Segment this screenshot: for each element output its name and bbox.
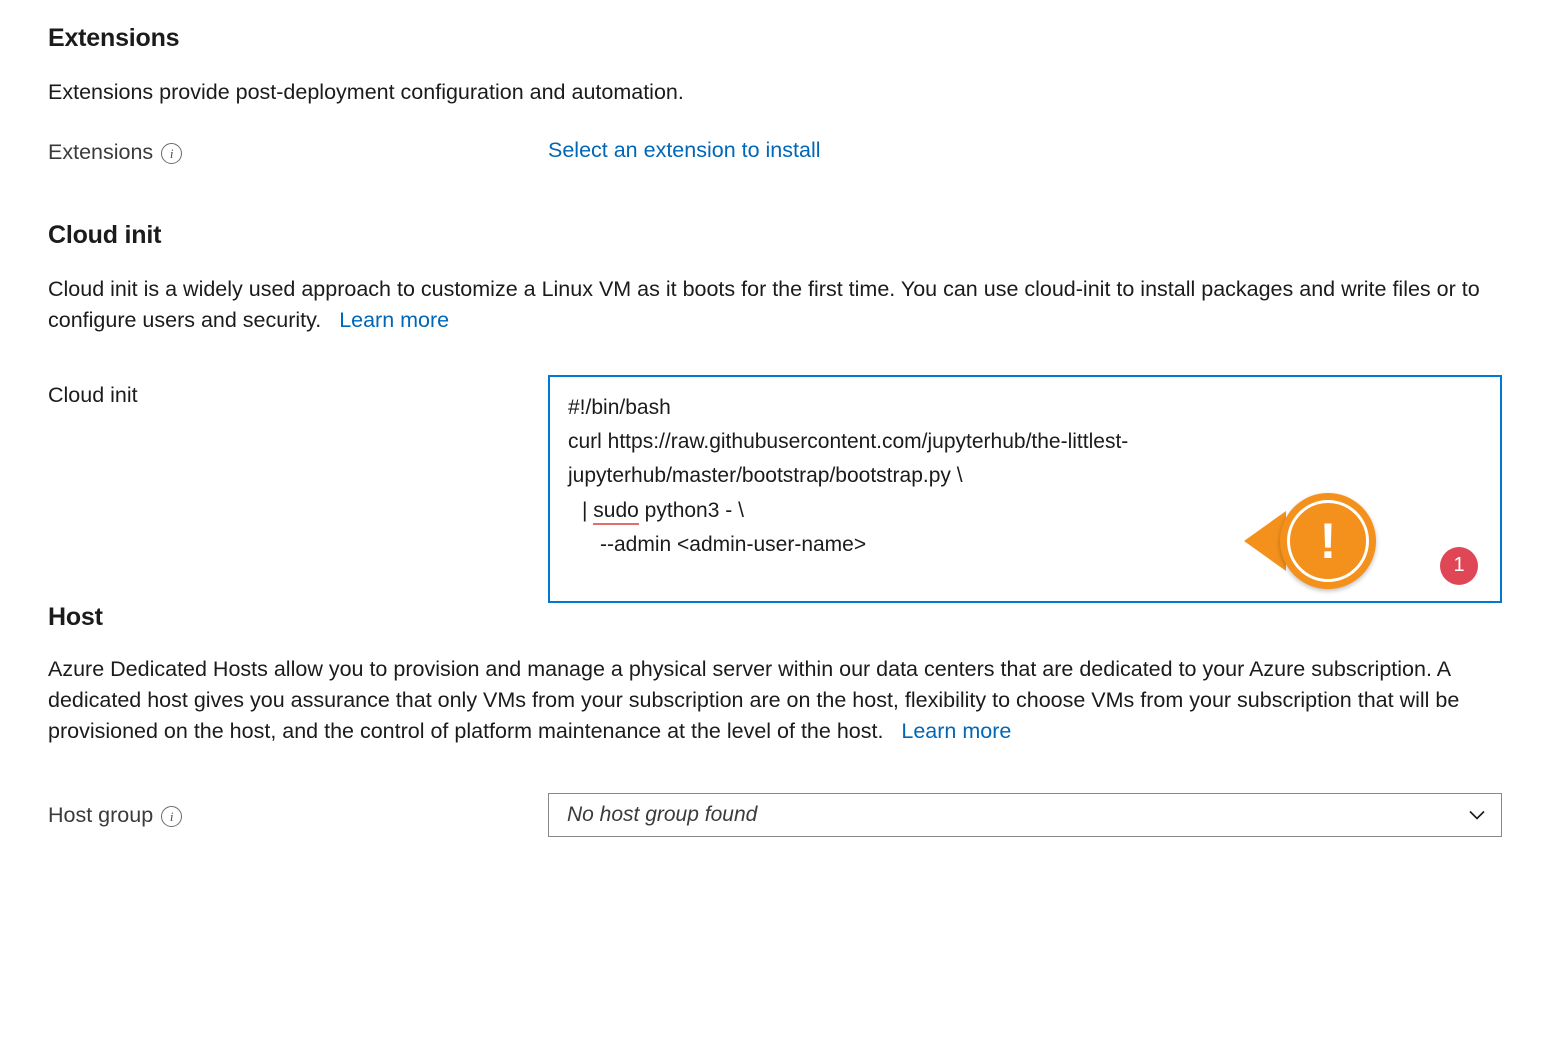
host-group-select[interactable] xyxy=(548,793,1502,837)
step-number-badge: 1 xyxy=(1440,547,1478,585)
cloud-init-heading: Cloud init xyxy=(48,221,162,250)
extensions-field-control xyxy=(548,138,1502,163)
extensions-label-text: Extensions xyxy=(48,140,154,165)
host-group-field-row xyxy=(48,793,1502,837)
cloud-init-description xyxy=(48,274,1498,336)
cloud-init-textarea[interactable] xyxy=(548,375,1502,603)
extensions-field-label xyxy=(48,138,548,165)
cloud-init-field-row xyxy=(48,375,1502,603)
info-icon[interactable]: i xyxy=(161,806,182,827)
cloud-init-textarea-wrap xyxy=(548,375,1502,603)
extensions-field-row xyxy=(48,138,1502,165)
host-learn-more-link[interactable]: Learn more xyxy=(901,718,1012,743)
cloud-init-line-3-pipe: | xyxy=(582,498,594,522)
select-extension-link[interactable]: Select an extension to install xyxy=(548,138,821,163)
cloud-init-misspelled-word: sudo xyxy=(593,499,639,525)
host-group-selected-value: No host group found xyxy=(567,803,758,827)
host-heading: Host xyxy=(48,602,103,631)
cloud-init-line-2: curl https://raw.githubusercontent.com/jupyterhub/the-littlest-jupyterhub/master/bootstrap/bootstrap.py \ xyxy=(568,429,1129,488)
cloud-init-line-3-rest: python3 - \ xyxy=(638,498,744,522)
extensions-description: Extensions provide post-deployment configuration and automation. xyxy=(48,80,684,104)
host-description xyxy=(48,654,1498,748)
host-description-text: Azure Dedicated Hosts allow you to provision and manage a physical server within our data centers that are dedicated to your Azure subscription. A dedicated host gives you assurance that only VMs from your subscription are on the host, flexibility to choose VMs from your subscription that will be provisioned on the host, and the control of platform maintenance at the level of the host. xyxy=(48,656,1460,743)
cloud-init-line-4: --admin <admin-user-name> xyxy=(600,533,867,557)
info-icon[interactable]: i xyxy=(161,143,182,164)
exclamation-mark: ! xyxy=(1287,500,1369,582)
chevron-down-icon[interactable] xyxy=(1467,805,1487,825)
host-group-label xyxy=(48,803,548,828)
cloud-init-field-label: Cloud init xyxy=(48,382,138,407)
cloud-init-line-1: #!/bin/bash xyxy=(568,395,671,419)
extensions-heading: Extensions xyxy=(48,24,180,52)
cloud-init-learn-more-link[interactable]: Learn more xyxy=(339,308,450,333)
cloud-init-description-text: Cloud init is a widely used approach to customize a Linux VM as it boots for the first time. You can use cloud-init to install packages and write files or to configure users and security. xyxy=(48,277,1480,333)
host-group-label-text: Host group xyxy=(48,802,154,827)
